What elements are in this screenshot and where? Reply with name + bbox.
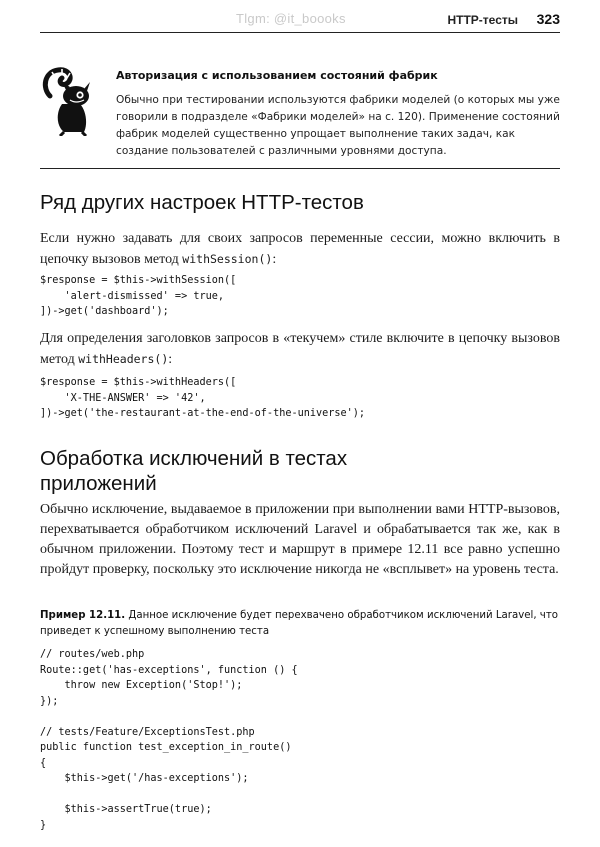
page-number: 323 [536, 11, 560, 27]
caption-label: Пример 12.11. [40, 610, 126, 621]
lemur-icon [40, 66, 94, 136]
paragraph [40, 329, 560, 370]
paragraph-text: Для определения заголовков запросов в «текучем» стиле включите в цепочку вызовов метод [40, 331, 560, 367]
listing-caption [40, 608, 560, 640]
note-text: Обычно при тестировании используются фабрики моделей (о которых мы уже говорили в подразделе «Фабрики моделей» на с. 120). Применение состояний фабрик моделей существенно упрощает выполнение таких задач, как создание пользователей с различными уровнями доступа. [116, 94, 560, 157]
section-heading: Обработка исключений в тестах приложений [40, 447, 348, 495]
code-block: // routes/web.php Route::get('has-exceptions', function () { throw new Exception('Stop!'); }); // tests/Feature/ExceptionsTest.php public function test_exception_in_route() { $this->get('/has-exceptions'); $this->assertTrue(true); } [40, 649, 298, 831]
paragraph [40, 229, 560, 270]
inline-code: withSession() [182, 252, 273, 266]
caption-text: Данное исключение будет перехвачено обработчиком исключений Laravel, что приведет к успешному выполнению теста [40, 610, 558, 637]
running-title: HTTP-тесты [447, 13, 518, 27]
code-block: $response = $this->withSession([ 'alert-dismissed' => true, ])->get('dashboard'); [40, 275, 237, 317]
paragraph-end: : [168, 352, 173, 367]
inline-code: withHeaders() [78, 352, 169, 366]
paragraph-end: : [272, 252, 277, 267]
paragraph-text: Если нужно задавать для своих запросов переменные сессии, можно включить в цепочку вызовов метод [40, 231, 560, 267]
tip-note [40, 62, 560, 169]
code-block: $response = $this->withHeaders([ 'X-THE-ANSWER' => '42', ])->get('the-restaurant-at-the-end-of-the-universe'); [40, 377, 366, 419]
paragraph: Обычно исключение, выдаваемое в приложении при выполнении вами HTTP-вызовов, перехватывается обработчиком исключений Laravel и обрабатывается так же, как в обычном приложении. Поэтому тест и маршрут в примере 12.11 все равно успешно пройдут проверку, поскольку это исключение никогда не «всплывет» на уровень теста. [40, 502, 560, 577]
watermark: Tlgm: @it_boooks [236, 11, 346, 26]
note-title: Авторизация с использованием состояний фабрик [116, 69, 438, 82]
section-heading: Ряд других настроек HTTP-тестов [40, 191, 364, 214]
